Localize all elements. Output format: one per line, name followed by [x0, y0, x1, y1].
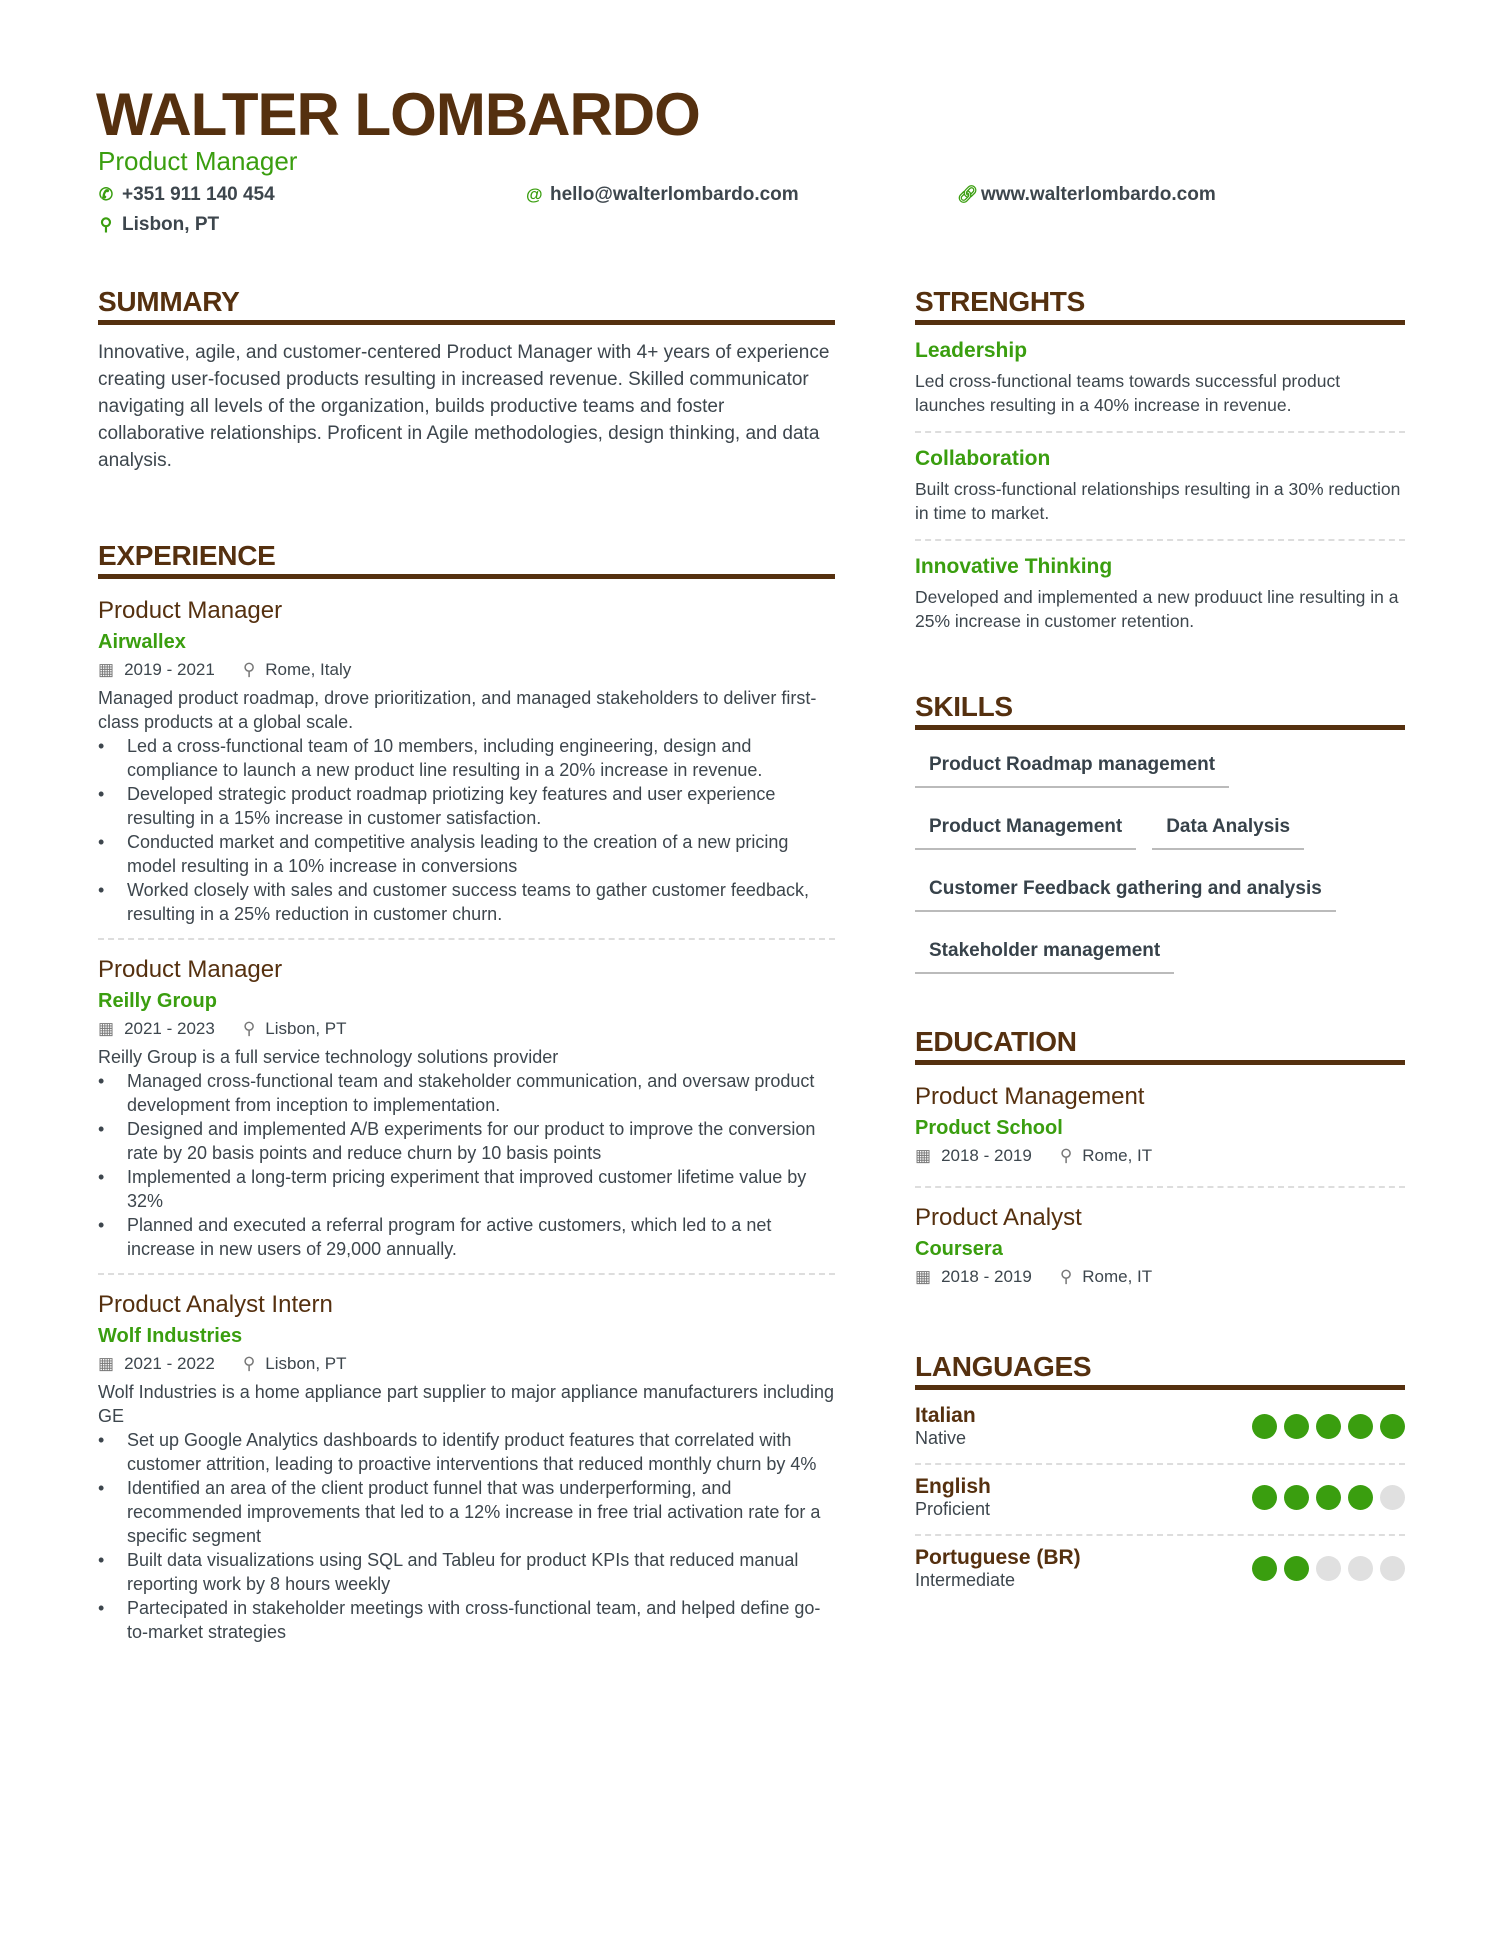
- job-entry: [98, 1291, 835, 1656]
- rating-dot: [1284, 1414, 1309, 1439]
- job-title: Product Manager: [98, 956, 283, 983]
- rating-dot: [1316, 1556, 1341, 1581]
- right-column: [915, 286, 1405, 1605]
- job-bullet: • Managed cross-functional team and stakeholder communication, and oversaw product development from inception to implementation.: [98, 1069, 835, 1117]
- strength-item: [915, 447, 1405, 541]
- location-pin-icon: ⚲: [242, 1019, 256, 1038]
- location-text: Lisbon, PT: [122, 214, 220, 235]
- experience-list: [98, 597, 835, 1656]
- meta-row: [98, 1354, 835, 1374]
- strengths-heading: STRENGHTS: [915, 286, 1405, 325]
- rating-dot: [1284, 1485, 1309, 1510]
- meta-row: [98, 660, 835, 680]
- job-entry: [98, 597, 835, 940]
- strength-item: [915, 339, 1405, 433]
- job-bullets: [98, 1069, 835, 1261]
- email-link[interactable]: hello@walterlombardo.com: [550, 184, 799, 205]
- rating-dot: [1348, 1556, 1373, 1581]
- job-bullet: • Worked closely with sales and customer success teams to gather customer feedback, resulting in a 25% reduction in customer churn.: [98, 878, 835, 926]
- skill-tag: Data Analysis: [1152, 816, 1304, 850]
- meta-row: [915, 1146, 1405, 1166]
- calendar-icon: ▦: [915, 1267, 932, 1286]
- summary-heading: SUMMARY: [98, 286, 835, 325]
- company-name: Wolf Industries: [98, 1325, 243, 1347]
- skills-heading: SKILLS: [915, 691, 1405, 730]
- language-level: Intermediate: [915, 1570, 1016, 1590]
- dates: 2021 - 2022: [124, 1354, 215, 1373]
- language-level: Proficient: [915, 1499, 991, 1519]
- job-bullet: • Developed strategic product roadmap priotizing key features and user experience resulting in a 15% increase in customer satisfaction.: [98, 782, 835, 830]
- meta-row: [98, 1019, 835, 1039]
- job-bullet: • Partecipated in stakeholder meetings with cross-functional team, and helped define go-to-market strategies: [98, 1596, 835, 1644]
- job-bullet: • Led a cross-functional team of 10 members, including engineering, design and compliance to launch a new product line resulting in a 20% increase in revenue.: [98, 734, 835, 782]
- degree: Product Management: [915, 1083, 1145, 1110]
- language-rating: [1252, 1414, 1405, 1439]
- rating-dot: [1348, 1414, 1373, 1439]
- education-heading: EDUCATION: [915, 1026, 1405, 1065]
- strength-text: Developed and implemented a new produuct line resulting in a 25% increase in customer retention.: [915, 587, 1399, 631]
- language-name: Portuguese (BR): [915, 1546, 1081, 1569]
- strength-title: Innovative Thinking: [915, 555, 1113, 578]
- school: Product School: [915, 1117, 1063, 1139]
- job-entry: [98, 956, 835, 1275]
- job-description: Managed product roadmap, drove prioritization, and managed stakeholders to deliver first-class products at a global scale.: [98, 688, 817, 732]
- calendar-icon: ▦: [98, 1019, 115, 1038]
- website-link[interactable]: www.walterlombardo.com: [981, 184, 1216, 205]
- calendar-icon: ▦: [98, 660, 115, 679]
- rating-dot: [1316, 1485, 1341, 1510]
- rating-dot: [1380, 1414, 1405, 1439]
- job-bullet: • Identified an area of the client product funnel that was underperforming, and recommended improvements that led to a 12% increase in free trial activation rate for a specific segment: [98, 1476, 835, 1548]
- school: Coursera: [915, 1238, 1003, 1260]
- job-description: Reilly Group is a full service technology solutions provider: [98, 1047, 559, 1067]
- rating-dot: [1316, 1414, 1341, 1439]
- dates: 2021 - 2023: [124, 1019, 215, 1038]
- job-bullets: [98, 734, 835, 926]
- rating-dot: [1380, 1485, 1405, 1510]
- education-entry: [915, 1204, 1405, 1307]
- dates: 2018 - 2019: [941, 1267, 1032, 1286]
- calendar-icon: ▦: [98, 1354, 115, 1373]
- job-bullet: • Built data visualizations using SQL and Tableu for product KPIs that reduced manual reporting work by 8 hours weekly: [98, 1548, 835, 1596]
- language-name: Italian: [915, 1404, 976, 1427]
- calendar-icon: ▦: [915, 1146, 932, 1165]
- location-pin-icon: ⚲: [1059, 1146, 1073, 1165]
- strength-item: [915, 555, 1405, 647]
- skill-tag: Product Management: [915, 816, 1136, 850]
- location: Rome, IT: [1082, 1267, 1153, 1286]
- meta-row: [915, 1267, 1405, 1287]
- location: Lisbon, PT: [265, 1019, 347, 1038]
- skill-tag: Product Roadmap management: [915, 754, 1229, 788]
- link-icon: 🔗︎: [957, 185, 979, 204]
- dates: 2018 - 2019: [941, 1146, 1032, 1165]
- languages-list: [915, 1394, 1405, 1605]
- strength-title: Collaboration: [915, 447, 1051, 470]
- strength-text: Led cross-functional teams towards successful product launches resulting in a 40% increase in revenue.: [915, 371, 1341, 415]
- location-pin-icon: ⚲: [242, 660, 256, 679]
- job-title: Product Analyst Intern: [98, 1291, 333, 1318]
- rating-dot: [1252, 1414, 1277, 1439]
- company-name: Airwallex: [98, 631, 186, 653]
- experience-heading: EXPERIENCE: [98, 540, 835, 579]
- website-contact[interactable]: [957, 184, 1216, 206]
- language-level: Native: [915, 1428, 967, 1448]
- location: Rome, IT: [1082, 1146, 1153, 1165]
- phone-contact: [98, 184, 275, 206]
- rating-dot: [1252, 1485, 1277, 1510]
- education-entry: [915, 1083, 1405, 1188]
- language-item: [915, 1465, 1405, 1536]
- strengths-list: [915, 339, 1405, 647]
- language-rating: [1252, 1556, 1405, 1581]
- skill-tag: Stakeholder management: [915, 940, 1174, 974]
- location: Rome, Italy: [265, 660, 352, 679]
- job-bullets: [98, 1428, 835, 1644]
- rating-dot: [1284, 1556, 1309, 1581]
- phone-icon: ✆: [98, 185, 114, 204]
- at-icon: @: [526, 185, 543, 204]
- language-item: [915, 1394, 1405, 1465]
- location-contact: [98, 214, 219, 236]
- language-item: [915, 1536, 1405, 1605]
- job-title: Product Manager: [98, 597, 283, 624]
- job-bullet: • Implemented a long-term pricing experiment that improved customer lifetime value by 32%: [98, 1165, 835, 1213]
- job-bullet: • Designed and implemented A/B experiments for our product to improve the conversion rate by 20 basis points and reduce churn by 10 basis points: [98, 1117, 835, 1165]
- dates: 2019 - 2021: [124, 660, 215, 679]
- location-pin-icon: ⚲: [242, 1354, 256, 1373]
- job-bullet: • Conducted market and competitive analysis leading to the creation of a new pricing model resulting in a 10% increase in conversions: [98, 830, 835, 878]
- candidate-name: WALTER LOMBARDO: [96, 81, 700, 148]
- location-pin-icon: ⚲: [1059, 1267, 1073, 1286]
- degree: Product Analyst: [915, 1204, 1082, 1231]
- location-pin-icon: ⚲: [99, 215, 113, 234]
- summary-text: Innovative, agile, and customer-centered Product Manager with 4+ years of experience creating user-focused products resulting in increased revenue. Skilled communicator navigating all levels of the organization, builds productive teams and foster collaborative relationships. Proficent in Agile methodologies, design thinking, and data analysis.: [98, 342, 830, 471]
- strength-title: Leadership: [915, 339, 1028, 362]
- job-description: Wolf Industries is a home appliance part supplier to major appliance manufacturers including GE: [98, 1382, 835, 1426]
- email-contact[interactable]: [526, 184, 799, 206]
- language-rating: [1252, 1485, 1405, 1510]
- rating-dot: [1348, 1485, 1373, 1510]
- skill-tag: Customer Feedback gathering and analysis: [915, 878, 1336, 912]
- left-column: [98, 286, 835, 1672]
- skills-list: [915, 754, 1405, 974]
- languages-heading: LANGUAGES: [915, 1351, 1405, 1390]
- phone-text: +351 911 140 454: [122, 184, 275, 205]
- language-name: English: [915, 1475, 991, 1498]
- location: Lisbon, PT: [265, 1354, 347, 1373]
- company-name: Reilly Group: [98, 990, 217, 1012]
- education-list: [915, 1083, 1405, 1307]
- rating-dot: [1252, 1556, 1277, 1581]
- job-bullet: • Set up Google Analytics dashboards to identify product features that correlated with customer attrition, leading to proactive interventions that reduced monthly churn by 4%: [98, 1428, 835, 1476]
- rating-dot: [1380, 1556, 1405, 1581]
- strength-text: Built cross-functional relationships resulting in a 30% reduction in time to market.: [915, 479, 1401, 523]
- job-bullet: • Planned and executed a referral program for active customers, which led to a net increase in new users of 29,000 annually.: [98, 1213, 835, 1261]
- candidate-title: Product Manager: [98, 146, 298, 176]
